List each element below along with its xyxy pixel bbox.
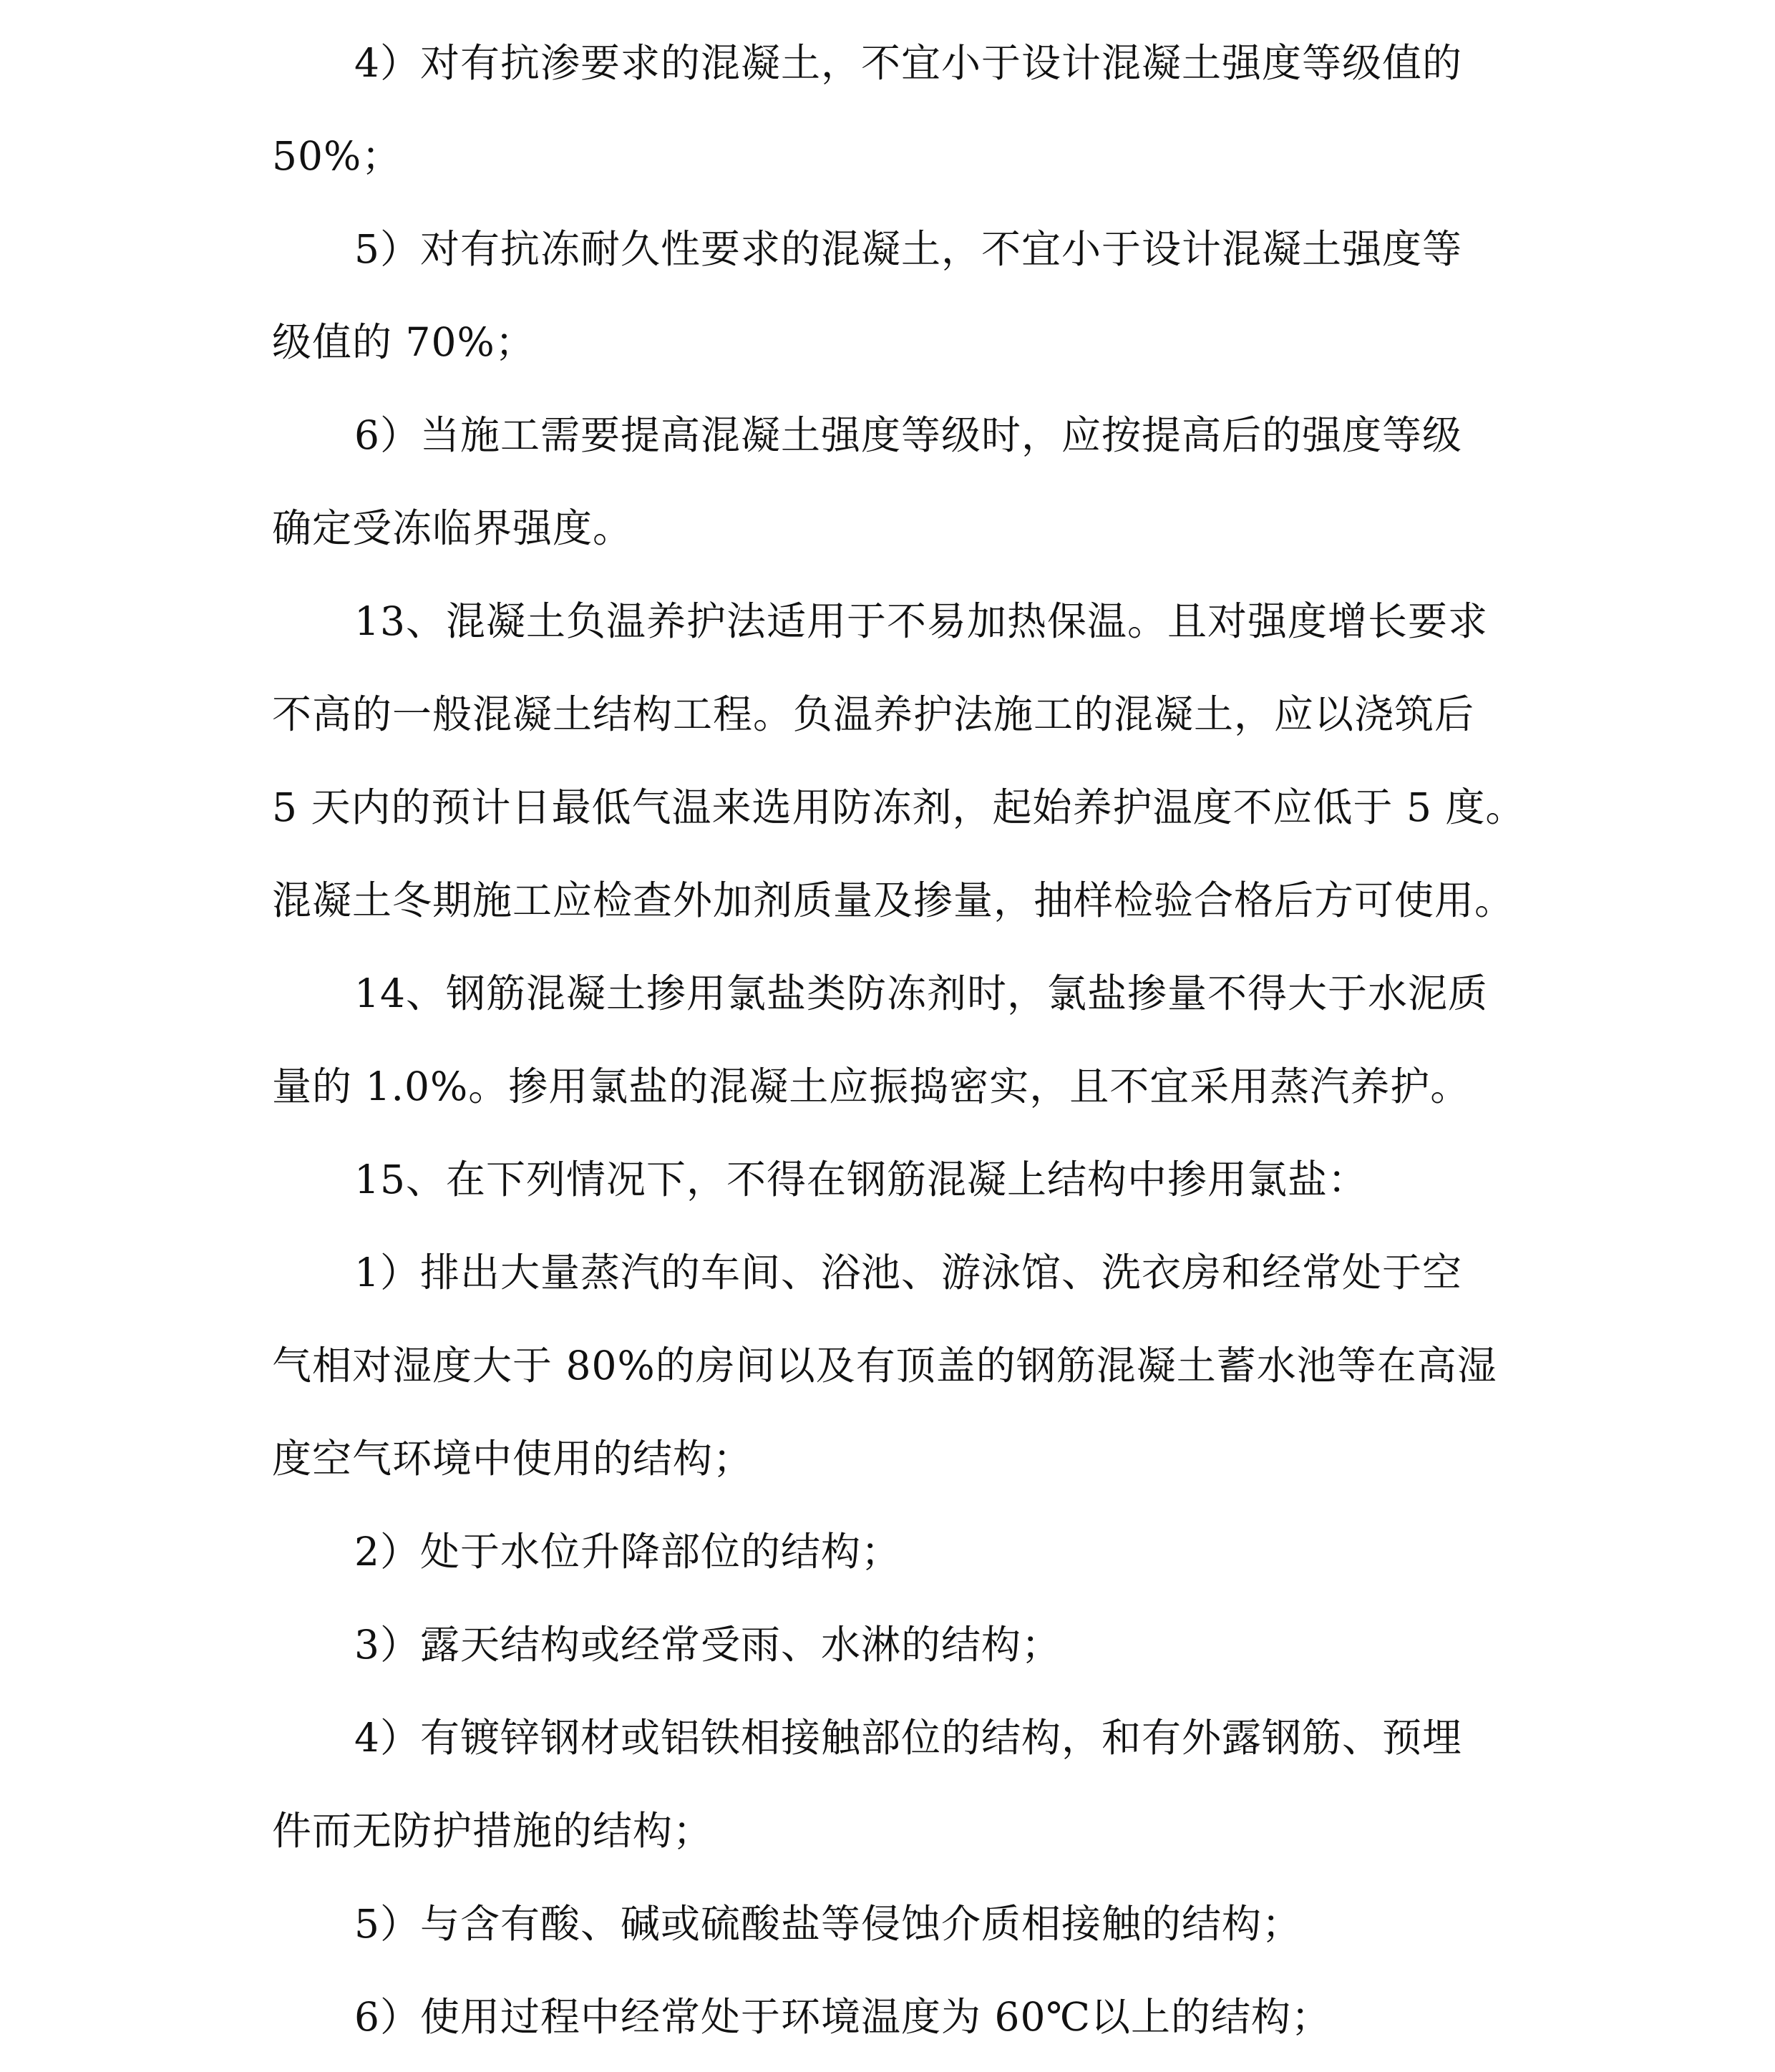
text-line: 15、在下列情况下，不得在钢筋混凝上结构中掺用氯盐： (354, 1157, 1368, 1202)
text-line: 5）与含有酸、碱或硫酸盐等侵蚀介质相接触的结构； (354, 1901, 1302, 1947)
text-line: 6）当施工需要提高混凝土强度等级时，应按提高后的强度等级 (354, 412, 1462, 458)
text-line: 气相对湿度大于 80%的房间以及有顶盖的钢筋混凝土蓄水池等在高湿 (272, 1343, 1497, 1388)
text-line: 混凝土冬期施工应检查外加剂质量及掺量，抽样检验合格后方可使用。 (272, 877, 1515, 923)
text-line: 5）对有抗冻耐久性要求的混凝土，不宜小于设计混凝土强度等 (354, 226, 1462, 272)
text-line: 量的 1.0%。掺用氯盐的混凝土应振捣密实，且不宜采用蒸汽养护。 (272, 1064, 1471, 1109)
text-line: 件而无防护措施的结构； (272, 1808, 714, 1854)
text-line: 2）处于水位升降部位的结构； (354, 1529, 901, 1575)
text-line: 3）露天结构或经常受雨、水淋的结构； (354, 1622, 1061, 1668)
text-line: 4）对有抗渗要求的混凝土，不宜小于设计混凝土强度等级值的 (354, 40, 1462, 86)
text-line: 确定受冻临界强度。 (272, 505, 633, 551)
text-line: 级值的 70%； (272, 319, 535, 365)
text-line: 度空气环境中使用的结构； (272, 1436, 754, 1482)
text-line: 13、混凝土负温养护法适用于不易加热保温。且对强度增长要求 (354, 598, 1488, 644)
text-line: 4）有镀锌钢材或铝铁相接触部位的结构，和有外露钢筋、预埋 (354, 1715, 1462, 1761)
text-line: 5 天内的预计日最低气温来选用防冻剂，起始养护温度不应低于 5 度。 (272, 784, 1526, 830)
text-line: 1）排出大量蒸汽的车间、浴池、游泳馆、洗衣房和经常处于空 (354, 1250, 1462, 1295)
text-line: 6）使用过程中经常处于环境温度为 60℃以上的结构； (354, 1994, 1331, 2040)
text-line: 14、钢筋混凝土掺用氯盐类防冻剂时，氯盐掺量不得大于水泥质 (354, 971, 1488, 1016)
text-line: 不高的一般混凝土结构工程。负温养护法施工的混凝土，应以浇筑后 (272, 691, 1475, 737)
text-line: 50%； (272, 133, 402, 179)
